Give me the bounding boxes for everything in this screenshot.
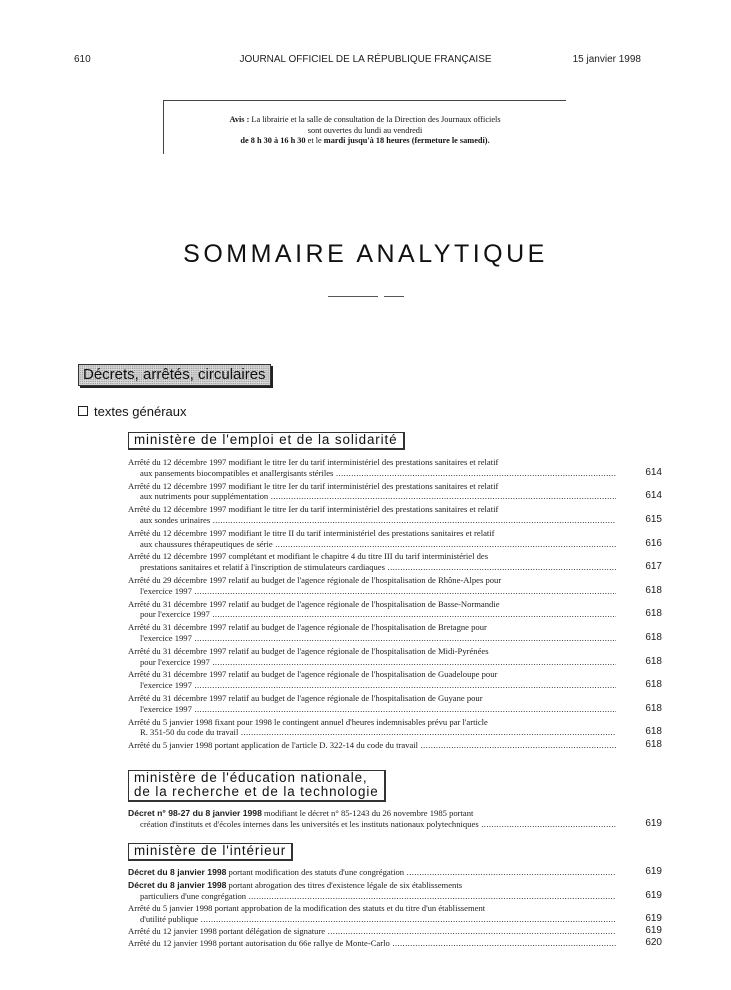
entry-page: 618 <box>645 739 662 751</box>
entry-title-rest: portant modification des statuts d'une congrégation <box>226 867 405 877</box>
toc-entry[interactable] <box>128 528 662 550</box>
notice-line-2: sont ouvertes du lundi au vendredi <box>307 125 423 135</box>
toc-list-emploi <box>128 457 662 751</box>
entry-page: 619 <box>645 817 662 829</box>
notice-line-3 <box>164 136 566 147</box>
entry-continuation: aux pansements biocompatibles et anallergisants stériles ..... <box>128 468 616 479</box>
toc-entry[interactable] <box>128 575 662 597</box>
page-number: 610 <box>74 54 91 65</box>
entry-title: Arrêté du 12 décembre 1997 modifiant le titre Ier du tarif interministériel des prestations sanitaires et relatif <box>128 504 499 515</box>
entry-decree-ref: Décret du 8 janvier 1998 <box>128 879 227 890</box>
notice-label: Avis : <box>229 115 250 124</box>
subsection-heading <box>78 404 187 419</box>
toc-entry[interactable] <box>128 599 662 621</box>
entry-page: 617 <box>645 561 662 573</box>
entry-continuation: pour l'exercice 1997 ..... <box>128 609 616 620</box>
entry-continuation <box>128 819 616 830</box>
notice-line-1 <box>164 115 566 126</box>
entry-page: 618 <box>645 608 662 620</box>
entry-page: 618 <box>645 655 662 667</box>
entry-title: Arrêté du 31 décembre 1997 relatif au budget de l'agence régionale de l'hospitalisation de Basse-Normandie <box>128 598 500 609</box>
entry-title: Arrêté du 31 décembre 1997 relatif au budget de l'agence régionale de l'hospitalisation de Bretagne pour <box>128 622 487 633</box>
entry-page: 618 <box>645 702 662 714</box>
notice-connector: et le <box>307 136 322 145</box>
toc-entry[interactable] <box>128 740 662 751</box>
entry-title-rest: portant abrogation des titres d'existence légale de six établissements <box>226 879 463 890</box>
toc-entry[interactable] <box>128 669 662 691</box>
section-heading: Décrets, arrêtés, circulaires <box>78 364 271 386</box>
entry-title <box>128 867 616 878</box>
entry-page: 614 <box>645 466 662 478</box>
entry-continuation: aux chaussures thérapeutiques de série ..... <box>128 539 616 550</box>
entry-title: Arrêté du 31 décembre 1997 relatif au budget de l'agence régionale de l'hospitalisation de Guyane pour <box>128 692 483 703</box>
entry-continuation: aux nutriments pour supplémentation ..... <box>128 491 616 502</box>
entry-page: 619 <box>645 924 662 936</box>
entry-title: Arrêté du 29 décembre 1997 relatif au budget de l'agence régionale de l'hospitalisation de Rhône-Alpes pour <box>128 574 502 585</box>
toc-entry[interactable] <box>128 867 662 878</box>
notice-hours: de 8 h 30 à 16 h 30 <box>240 136 306 145</box>
entry-continuation: pour l'exercice 1997 ..... <box>128 657 616 668</box>
entry-title: Arrêté du 12 janvier 1998 portant autorisation du 66e rallye de Monte-Carlo ..... <box>128 938 616 949</box>
opening-hours-notice <box>163 100 566 154</box>
toc-list-education <box>128 808 662 830</box>
toc-entry[interactable] <box>128 693 662 715</box>
entry-continuation: R. 351-50 du code du travail ..... <box>128 727 616 738</box>
toc-list-interieur <box>128 867 662 949</box>
entry-continuation: l'exercice 1997 ..... <box>128 586 616 597</box>
entry-title-rest: modifiant le décret n° 85-1243 du 26 novembre 1985 portant <box>261 808 474 818</box>
notice-text-1: La librairie et la salle de consultation de la Direction des Journaux officiels <box>251 115 501 124</box>
toc-entry[interactable] <box>128 926 662 937</box>
entry-page: 620 <box>645 936 662 948</box>
entry-continuation: l'exercice 1997 ..... <box>128 704 616 715</box>
entry-page: 619 <box>645 866 662 877</box>
toc-entry[interactable] <box>128 551 662 573</box>
entry-title: Arrêté du 12 décembre 1997 complétant et modifiant le chapitre 4 du titre III du tarif interministériel des <box>128 551 489 562</box>
entry-title: Arrêté du 12 janvier 1998 portant délégation de signature ..... <box>128 926 616 937</box>
page-title: SOMMAIRE ANALYTIQUE <box>183 240 548 268</box>
entry-continuation-text: création d'instituts et d'écoles internes dans les universités et les instituts nationaux polytechniques <box>140 818 479 829</box>
entry-page: 616 <box>645 537 662 549</box>
toc-entry[interactable] <box>128 504 662 526</box>
toc-entry[interactable] <box>128 646 662 668</box>
notice-tuesday: mardi jusqu'à 18 heures (fermeture le samedi). <box>323 136 490 145</box>
entry-continuation: particuliers d'une congrégation ..... <box>128 891 616 902</box>
entry-continuation: aux sondes urinaires ..... <box>128 515 616 526</box>
entry-title: Arrêté du 12 décembre 1997 modifiant le titre Ier du tarif interministériel des prestations sanitaires et relatif <box>128 457 499 467</box>
ministry-heading-interieur: ministère de l'intérieur <box>128 843 293 861</box>
entry-title: Arrêté du 12 décembre 1997 modifiant le titre Ier du tarif interministériel des prestations sanitaires et relatif <box>128 480 499 491</box>
toc-entry[interactable] <box>128 880 662 902</box>
toc-entry[interactable] <box>128 903 662 925</box>
title-rule-short <box>384 296 404 297</box>
entry-page: 619 <box>645 889 662 901</box>
subsection-label: textes généraux <box>94 404 187 419</box>
ministry-name-line-2: de la recherche et de la technologie <box>134 784 379 799</box>
entry-continuation: l'exercice 1997 ..... <box>128 680 616 691</box>
entry-title: Arrêté du 5 janvier 1998 fixant pour 1998 le contingent annuel d'heures indemnisables prévu par l'article <box>128 716 488 727</box>
entry-title: Arrêté du 12 décembre 1997 modifiant le titre II du tarif interministériel des prestations sanitaires et relatif <box>128 527 495 538</box>
toc-entry[interactable] <box>128 717 662 739</box>
entry-title: Arrêté du 31 décembre 1997 relatif au budget de l'agence régionale de l'hospitalisation de Guadeloupe pour <box>128 669 498 680</box>
entry-page: 615 <box>645 513 662 525</box>
entry-decree-ref: Décret du 8 janvier 1998 <box>128 867 227 877</box>
entry-page: 619 <box>645 913 662 925</box>
toc-entry[interactable] <box>128 457 662 479</box>
toc-entry[interactable] <box>128 622 662 644</box>
entry-page: 618 <box>645 584 662 596</box>
entry-page: 618 <box>645 726 662 738</box>
entry-page: 618 <box>645 631 662 643</box>
toc-entry[interactable] <box>128 481 662 503</box>
toc-entry[interactable] <box>128 938 662 949</box>
entry-page: 618 <box>645 679 662 691</box>
entry-decree-ref: Décret n° 98-27 du 8 janvier 1998 <box>128 808 262 818</box>
journal-title: JOURNAL OFFICIEL DE LA RÉPUBLIQUE FRANÇAISE <box>239 54 492 65</box>
entry-page: 614 <box>645 490 662 502</box>
ministry-heading-education <box>128 770 386 802</box>
entry-continuation: d'utilité publique ..... <box>128 914 616 925</box>
ministry-heading-emploi: ministère de l'emploi et de la solidarité <box>128 432 405 450</box>
checkbox-square-icon <box>78 406 88 416</box>
issue-date: 15 janvier 1998 <box>572 54 641 65</box>
entry-title <box>128 880 616 891</box>
entry-title: Arrêté du 31 décembre 1997 relatif au budget de l'agence régionale de l'hospitalisation de Midi-Pyrénées <box>128 645 489 656</box>
entry-continuation: l'exercice 1997 ..... <box>128 633 616 644</box>
entry-title: Arrêté du 5 janvier 1998 portant approbation de la modification des statuts et du titre d'un établissement <box>128 903 486 914</box>
entry-continuation: prestations sanitaires et relatif à l'inscription de stimulateurs cardiaques ..... <box>128 562 616 573</box>
title-rule <box>328 296 378 297</box>
toc-entry[interactable] <box>128 808 662 830</box>
entry-title <box>128 808 616 819</box>
entry-title: Arrêté du 5 janvier 1998 portant application de l'article D. 322-14 du code du travail ..... <box>128 740 616 751</box>
ministry-name-line-1: ministère de l'éducation nationale, <box>134 770 368 785</box>
